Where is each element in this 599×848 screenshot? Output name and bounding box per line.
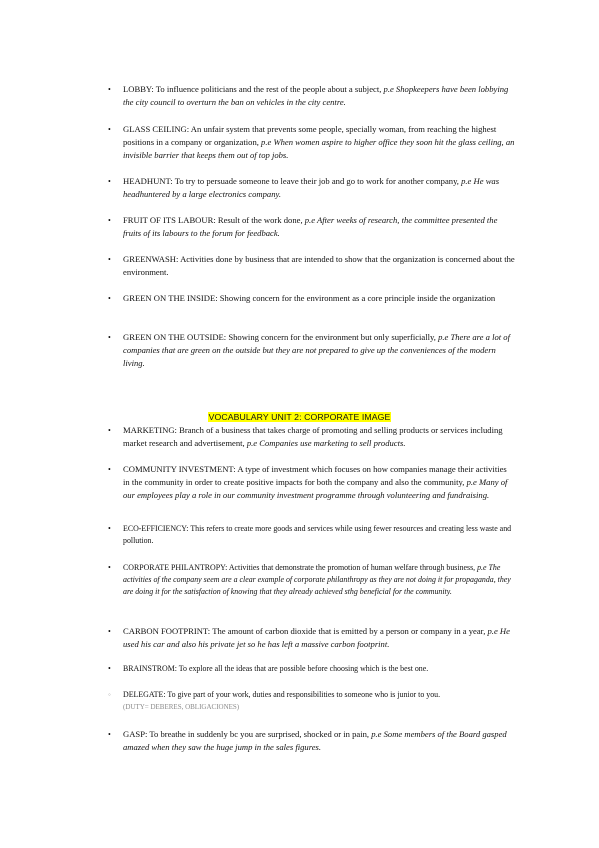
entry-definition: This refers to create more goods and services while using fewer resources and creating less waste and pollution.	[123, 524, 512, 546]
bullet-icon: •	[108, 664, 111, 673]
vocab-entry-brainstrom	[108, 663, 515, 675]
entry-pe: p.e	[466, 477, 477, 487]
bullet-icon: •	[108, 730, 111, 739]
entry-pe: p.e	[383, 84, 394, 94]
entry-term: DELEGATE:	[123, 690, 166, 699]
entry-definition: To try to persuade someone to leave their job and go to work for another company,	[172, 176, 462, 186]
entry-example: There are a lot of companies that are green on the outside but they are not prepared to give up the conveniences of the modern living.	[123, 332, 510, 368]
bullet-icon: •	[108, 294, 111, 303]
entry-definition: To give part of your work, duties and responsibilities to someone who is junior to you.	[165, 690, 441, 699]
vocab-entry-eco-efficiency	[108, 523, 515, 547]
bullet-icon: •	[108, 125, 111, 134]
bullet-icon: •	[108, 524, 111, 533]
entry-definition: An unfair system that prevents some people, specially woman, from reaching the highest positions in a company or organization,	[123, 124, 497, 147]
entry-example: When women aspire to higher office they soon hit the glass ceiling, an invisible barrier that keeps them out of top jobs.	[123, 137, 515, 160]
entry-definition: To influence politicians and the rest of the people about a subject,	[153, 84, 384, 94]
entry-example: Shopkeepers have been lobbying the city council to overturn the ban on vehicles in the city centre.	[123, 84, 509, 107]
entry-definition: A type of investment which focuses on how companies manage their activities in the community in order to create positive impacts for both the company and also the community,	[123, 464, 507, 487]
vocab-entry-headhunt	[108, 175, 515, 201]
entry-pe: p.e	[246, 438, 258, 448]
entry-pe: p.e	[477, 563, 487, 572]
entry-term: BRAINSTROM:	[123, 664, 177, 673]
entry-pe: p.e	[304, 215, 316, 225]
entry-term: COMMUNITY INVESTMENT:	[123, 464, 236, 474]
entry-example: He was headhuntered by a large electronics company.	[123, 176, 500, 199]
bullet-icon: •	[108, 465, 111, 474]
entry-definition: Result of the work done,	[215, 215, 305, 225]
entry-note: (DUTY= DEBERES, OBLIGACIONES)	[123, 703, 240, 712]
bullet-icon: •	[108, 216, 111, 225]
vocab-entry-greenwash	[108, 253, 515, 279]
entry-pe: p.e	[261, 137, 272, 147]
vocab-entry-green-on-the-inside	[108, 292, 515, 305]
entry-example: He used his car and also his private jet so he has left a massive carbon footprint.	[123, 626, 510, 649]
entry-term: LOBBY:	[123, 84, 154, 94]
vocab-entry-fruit-of-its-labour	[108, 214, 515, 240]
entry-definition: The amount of carbon dioxide that is emitted by a person or company in a year,	[210, 626, 488, 636]
vocab-entry-community-investment	[108, 463, 515, 502]
bullet-icon: ◦	[108, 690, 111, 699]
entry-term: MARKETING:	[123, 425, 177, 435]
entry-definition: Showing concern for the environment but only superficially,	[226, 332, 439, 342]
entry-definition: Showing concern for the environment as a core principle inside the organization	[217, 293, 496, 303]
entry-example: Companies use marketing to sell products.	[257, 438, 406, 448]
bullet-icon: •	[108, 426, 111, 435]
entry-term: CORPORATE PHILANTROPY:	[123, 563, 228, 572]
entry-definition: Branch of a business that takes charge of promoting and selling products or services including market research and advertisement,	[123, 425, 503, 448]
entry-term: GREENWASH:	[123, 254, 179, 264]
bullet-icon: •	[108, 627, 111, 636]
bullet-icon: •	[108, 333, 111, 342]
entry-term: FRUIT OF ITS LABOUR:	[123, 215, 216, 225]
entry-definition: To explore all the ideas that are possible before choosing which is the best one.	[176, 664, 429, 673]
entry-term: CARBON FOOTPRINT:	[123, 626, 211, 636]
entry-example: The activities of the company seem are a clear example of corporate philanthropy as they are not doing it for propaganda, they are doing it for the satisfaction of knowing that they already achieved sthg beneficial for the community.	[123, 563, 511, 597]
entry-term: GLASS CEILING:	[123, 124, 190, 134]
vocab-entry-corporate-philantropy	[108, 562, 515, 599]
entry-term: GREEN ON THE OUTSIDE:	[123, 332, 227, 342]
vocab-entry-lobby	[108, 83, 515, 109]
entry-term: HEADHUNT:	[123, 176, 173, 186]
vocab-entry-gasp	[108, 728, 515, 754]
entry-definition: Activities that demonstrate the promotion of human welfare through business,	[227, 563, 478, 572]
entry-example: Many of our employees play a role in our community investment programme through volunteering and fundraising.	[123, 477, 508, 500]
entry-pe: p.e	[371, 729, 382, 739]
vocab-entry-carbon-footprint	[108, 625, 515, 651]
entry-term: ECO-EFFICIENCY:	[123, 524, 189, 533]
entry-term: GASP:	[123, 729, 148, 739]
entry-pe: p.e	[487, 626, 498, 636]
unit-heading	[0, 407, 599, 425]
entry-definition: To breathe in suddenly bc you are surprised, shocked or in pain,	[147, 729, 372, 739]
bullet-icon: •	[108, 563, 111, 572]
vocab-entry-glass-ceiling	[108, 123, 515, 162]
entry-pe: p.e	[438, 332, 449, 342]
bullet-icon: •	[108, 255, 111, 264]
entry-example: Some members of the Board gasped amazed when they saw the huge jump in the sales figures.	[123, 729, 507, 752]
entry-term: GREEN ON THE INSIDE:	[123, 293, 218, 303]
bullet-icon: •	[108, 177, 111, 186]
unit-heading-text: VOCABULARY UNIT 2: CORPORATE IMAGE	[208, 412, 391, 422]
entry-definition: Activities done by business that are intended to show that the organization is concerned about the environment.	[123, 254, 515, 277]
bullet-icon: •	[108, 85, 111, 94]
vocab-entry-delegate	[108, 689, 515, 713]
entry-pe: p.e	[461, 176, 472, 186]
vocab-entry-green-on-the-outside	[108, 331, 515, 370]
vocab-entry-marketing	[108, 424, 515, 450]
entry-example: After weeks of research, the committee presented the fruits of its labours to the forum for feedback.	[123, 215, 498, 238]
